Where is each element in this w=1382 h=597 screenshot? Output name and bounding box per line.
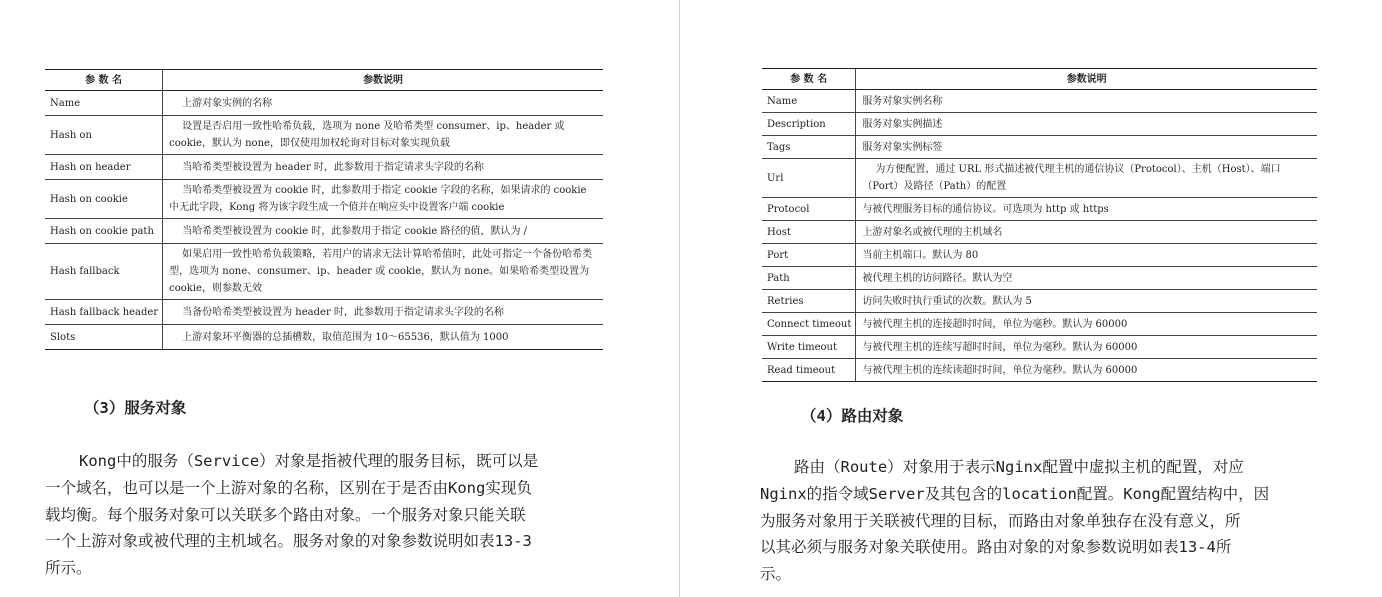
- param-desc: 当哈希类型被设置为 header 时，此参数用于指定请求头字段的名称: [163, 155, 603, 180]
- table-row: [762, 136, 1317, 159]
- param-name: Host: [762, 221, 856, 244]
- right-page: [681, 0, 1382, 597]
- paragraph-line: 一个域名，也可以是一个上游对象的名称，区别在于是否由Kong实现负: [45, 478, 532, 497]
- table-row: [45, 180, 603, 219]
- param-desc-header: 参数说明: [856, 69, 1317, 90]
- param-desc: 当前主机端口。默认为 80: [856, 244, 1317, 267]
- param-name: Hash on header: [45, 155, 163, 180]
- table-row: [762, 90, 1317, 113]
- param-name: Port: [762, 244, 856, 267]
- table-row: [762, 159, 1317, 198]
- page-divider: [679, 0, 680, 597]
- param-name: Write timeout: [762, 336, 856, 359]
- param-name-header: 参 数 名: [45, 70, 163, 91]
- param-name: Path: [762, 267, 856, 290]
- paragraph-line: 以其必须与服务对象关联使用。路由对象的对象参数说明如表13-4所: [760, 538, 1232, 557]
- table-row: [762, 113, 1317, 136]
- param-desc: 与被代理主机的连接超时时间，单位为毫秒。默认为 60000: [856, 313, 1317, 336]
- table-row: [45, 325, 603, 350]
- section-heading: （3）服务对象: [84, 399, 187, 417]
- table-row: [45, 244, 603, 300]
- table-row: [45, 219, 603, 244]
- paragraph-line: Nginx的指令域Server及其包含的location配置。Kong配置结构中，因: [760, 484, 1270, 503]
- param-name: Retries: [762, 290, 856, 313]
- table-row: [762, 267, 1317, 290]
- param-desc: 上游对象环平衡器的总插槽数，取值范围为 10～65536，默认值为 1000: [163, 325, 603, 350]
- table-row: [762, 221, 1317, 244]
- param-name: Connect timeout: [762, 313, 856, 336]
- param-name: Name: [45, 91, 163, 116]
- param-desc: 与被代理服务目标的通信协议。可选项为 http 或 https: [856, 198, 1317, 221]
- param-desc: 如果启用一致性哈希负载策略，若用户的请求无法计算哈希值时，此处可指定一个备份哈希类型，选项为 none、consumer、ip、header 或 cookie，默认为 none。如果哈希类型设置为 cookie，则参数无效: [163, 244, 603, 300]
- table-header-row: [45, 70, 603, 91]
- paragraph-line: 所示。: [45, 559, 92, 578]
- param-desc: 当哈希类型被设置为 cookie 时，此参数用于指定 cookie 路径的值，默认为 /: [163, 219, 603, 244]
- param-name: Protocol: [762, 198, 856, 221]
- param-name: Hash on: [45, 116, 163, 155]
- table-row: [762, 244, 1317, 267]
- paragraph-line: 一个上游对象或被代理的主机域名。服务对象的对象参数说明如表13-3: [45, 532, 532, 551]
- param-name: Url: [762, 159, 856, 198]
- param-name: Slots: [45, 325, 163, 350]
- section-heading: （4）路由对象: [801, 407, 904, 425]
- table-row: [762, 359, 1317, 382]
- param-desc: 服务对象实例名称: [856, 90, 1317, 113]
- table-row: [762, 336, 1317, 359]
- param-desc: 与被代理主机的连续写超时时间，单位为毫秒。默认为 60000: [856, 336, 1317, 359]
- param-name: Hash fallback header: [45, 300, 163, 325]
- paragraph-line: 路由（Route）对象用于表示Nginx配置中虚拟主机的配置，对应: [794, 458, 1244, 476]
- param-name: Hash on cookie path: [45, 219, 163, 244]
- body-paragraph: [760, 454, 1269, 588]
- param-desc: 上游对象实例的名称: [163, 91, 603, 116]
- table-row: [762, 198, 1317, 221]
- param-desc-header: 参数说明: [163, 70, 603, 91]
- table-row: [45, 300, 603, 325]
- table-row: [45, 91, 603, 116]
- param-desc: 当备份哈希类型被设置为 header 时，此参数用于指定请求头字段的名称: [163, 300, 603, 325]
- table-row: [45, 155, 603, 180]
- param-name: Tags: [762, 136, 856, 159]
- paragraph-line: Kong中的服务（Service）对象是指被代理的服务目标，既可以是: [79, 452, 539, 470]
- paragraph-line: 为服务对象用于关联被代理的目标，而路由对象单独存在没有意义，所: [760, 511, 1241, 530]
- param-desc: 访问失败时执行重试的次数。默认为 5: [856, 290, 1317, 313]
- paragraph-line: 载均衡。每个服务对象可以关联多个路由对象。一个服务对象只能关联: [45, 505, 526, 524]
- param-desc: 服务对象实例描述: [856, 113, 1317, 136]
- table-row: [762, 290, 1317, 313]
- param-name: Name: [762, 90, 856, 113]
- param-desc: 为方便配置，通过 URL 形式描述被代理主机的通信协议（Protocol）、主机（Host）、端口（Port）及路径（Path）的配置: [856, 159, 1317, 198]
- param-name: Hash on cookie: [45, 180, 163, 219]
- table-row: [762, 313, 1317, 336]
- paragraph-line: 示。: [760, 565, 792, 584]
- param-name: Hash fallback: [45, 244, 163, 300]
- table-header-row: [762, 69, 1317, 90]
- param-name-header: 参 数 名: [762, 69, 856, 90]
- param-name: Description: [762, 113, 856, 136]
- param-desc: 上游对象名或被代理的主机域名: [856, 221, 1317, 244]
- param-desc: 服务对象实例标签: [856, 136, 1317, 159]
- param-desc: 设置是否启用一致性哈希负载，选项为 none 及哈希类型 consumer、ip、header 或 cookie，默认为 none，即仅使用加权轮询对目标对象实现负载: [163, 116, 603, 155]
- param-desc: 与被代理主机的连续读超时时间，单位为毫秒。默认为 60000: [856, 359, 1317, 382]
- param-name: Read timeout: [762, 359, 856, 382]
- upstream-params-table: [45, 69, 603, 350]
- body-paragraph: [45, 448, 538, 582]
- left-page: [0, 0, 680, 597]
- service-params-table: [762, 68, 1317, 382]
- param-desc: 被代理主机的访问路径。默认为空: [856, 267, 1317, 290]
- param-desc: 当哈希类型被设置为 cookie 时，此参数用于指定 cookie 字段的名称，如果请求的 cookie 中无此字段，Kong 将为该字段生成一个值并在响应头中设置客户端 cookie: [163, 180, 603, 219]
- table-row: [45, 116, 603, 155]
